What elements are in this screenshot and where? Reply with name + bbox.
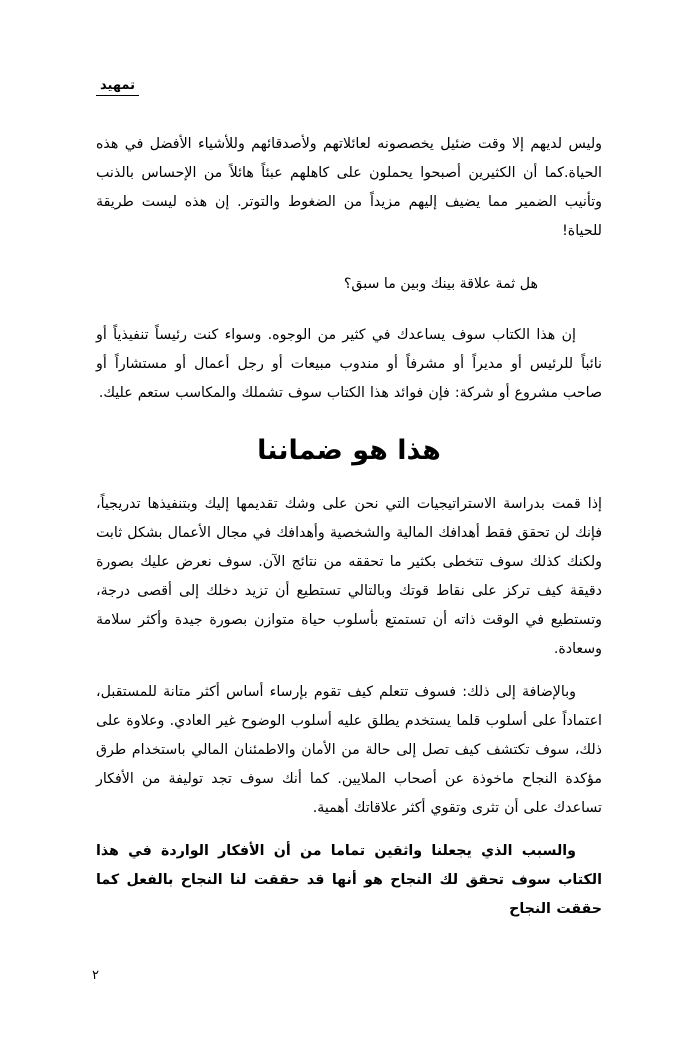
page-content (96, 130, 602, 938)
page-number: ٢ (92, 968, 99, 983)
spacer (96, 313, 602, 321)
paragraph-1: وليس لديهم إلا وقت ضئيل يخصصونه لعائلاتهم ولأصدقائهم وللأشياء الأفضل في هذه الحياة.كما أن الكثيرين أصبحوا يحملون على كاهلهم عبئاً هائلاً من الإحساس بالذنب وتأنيب الضمير مما يضيف إليهم مزيداً من الضغوط والتوتر. إن هذه ليست طريقة للحياة! (96, 136, 602, 239)
paragraph-4: وبالإضافة إلى ذلك: فسوف تتعلم كيف تقوم بإرساء أساس أكثر متانة للمستقبل، اعتماداً على أسلوب قلما يستخدم يطلق عليه أسلوب الوضوح غير العادي. وعلاوة على ذلك، سوف تكتشف كيف تصل إلى حالة من الأمان والاطمئنان المالي باستخدام طرق مؤكدة النجاح ماخوذة عن أصحاب الملايين. كما أنك سوف تجد توليفة من الأفكار تساعدك على أن تثرى وتقوي أكثر علاقاتك أهمية. (96, 683, 602, 816)
running-header-title: تمهيد (100, 78, 135, 93)
running-header-box (96, 79, 139, 96)
spacer (96, 260, 602, 270)
paragraph-3: إذا قمت بدراسة الاستراتيجيات التي نحن على وشك تقديمها إليك وبتنفيذها تدريجياً، فإنك لن تحقق فقط أهدافك المالية والشخصية وأهدافك في مجال الأعمال بشكل ثابت ولكنك كذلك سوف تتخطى بكثير ما تحققه من نتائج الآن. سوف نعرض عليك بصورة دقيقة كيف تركز على نقاط قوتك وبالتالي تستطيع أن تزيد دخلك إلى أقصى درجة، وتستطيع في الوقت ذاته أن تستمتع بأسلوب حياة متوازن بصورة جيدة وأكثر سلامة وسعادة. (96, 495, 602, 657)
running-header (96, 74, 602, 96)
section-heading: هذا هو ضماننا (257, 435, 441, 466)
rhetorical-question-line: هل ثمة علاقة بينك وبين ما سبق؟ (343, 276, 538, 292)
paragraph-2: إن هذا الكتاب سوف يساعدك في كثير من الوجوه. وسواء كنت رئيساً تنفيذياً أو نائباً للرئيس أو مديراً أو مشرفاً أو مندوب مبيعات أو رجل أعمال أو مستشاراً أو صاحب مشروع أو شركة: فإن فوائد هذا الكتاب سوف تشملك والمكاسب ستعم عليك. (96, 327, 602, 401)
paragraph-5: والسبب الذي يجعلنا واثقين تماما من أن الأفكار الواردة في هذا الكتاب سوف تحقق لك النجاح هو أنها قد حققت لنا النجاح بالفعل كما حققت النجاح (96, 842, 602, 917)
